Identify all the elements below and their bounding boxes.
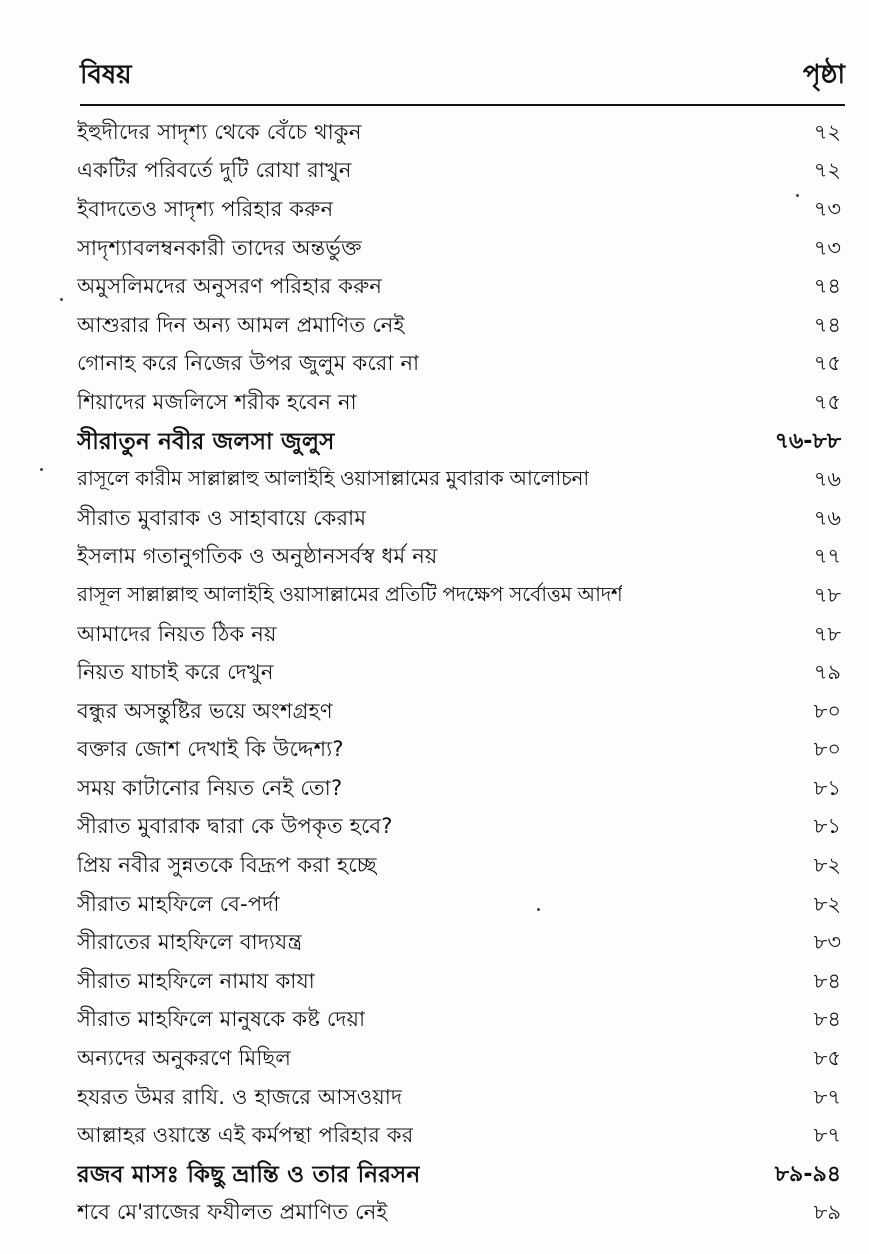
toc-entry-page-number: ৭৮ <box>813 621 841 646</box>
subject-column-heading: বিষয় <box>80 60 132 90</box>
toc-entry-row <box>77 847 841 886</box>
toc-entry-row <box>77 230 841 269</box>
toc-entry-page-number: ৮৭ <box>813 1123 841 1148</box>
toc-entry-title: ইসলাম গতানুগতিক ও অনুষ্ঠানসর্বস্ব ধর্ম নয় <box>77 544 438 569</box>
toc-entry-page-number: ৮২ <box>813 853 841 878</box>
toc-entry-title: ইহুদীদের সাদৃশ্য থেকে বেঁচে থাকুন <box>77 119 362 144</box>
toc-section-title: সীরাতুন নবীর জলসা জুলুস <box>77 428 335 455</box>
toc-entry-row <box>77 539 841 578</box>
toc-entry-title: সীরাত মাহফিলে বে-পর্দা <box>77 891 280 916</box>
toc-entry-title: শিয়াদের মজলিসে শরীক হবেন না <box>77 389 357 414</box>
toc-entry-row <box>77 770 841 809</box>
toc-entry-page-number: ৭৬ <box>813 467 841 492</box>
toc-entry-row <box>77 1195 841 1234</box>
toc-entry-row <box>77 963 841 1002</box>
scan-speck <box>60 298 63 301</box>
toc-entry-title: ইবাদতেও সাদৃশ্য পরিহার করুন <box>77 196 334 221</box>
toc-entry-page-number: ৮৫ <box>813 1046 841 1071</box>
toc-section-title: রজব মাসঃ কিছু ভ্রান্তি ও তার নিরসন <box>77 1161 421 1188</box>
toc-entry-title: বন্ধুর অসন্তুষ্টির ভয়ে অংশগ্রহণ <box>77 698 333 723</box>
toc-entry-row <box>77 500 841 539</box>
toc-entry-title: সীরাতের মাহফিলে বাদ্যযন্ত্র <box>77 930 303 955</box>
toc-entry-page-number: ৭৮ <box>813 582 841 607</box>
toc-entry-row <box>77 461 841 500</box>
toc-entry-title: সীরাত মুবারাক দ্বারা কে উপকৃত হবে? <box>77 814 393 839</box>
toc-entry-title: আল্লাহর ওয়াস্তে এই কর্মপন্থা পরিহার কর <box>77 1123 414 1148</box>
toc-entry-page-number: ৮০ <box>813 698 841 723</box>
scan-speck <box>796 194 799 197</box>
toc-section-page-range: ৭৬-৮৮ <box>774 428 841 454</box>
toc-entry-page-number: ৭২ <box>813 119 841 144</box>
toc-entry-page-number: ৮৩ <box>813 930 841 955</box>
toc-entry-page-number: ৮৪ <box>813 968 841 993</box>
toc-entry-page-number: ৮২ <box>813 891 841 916</box>
toc-entry-row <box>77 809 841 848</box>
toc-entry-row <box>77 346 841 385</box>
toc-section-row <box>77 1156 841 1195</box>
toc-entry-row <box>77 384 841 423</box>
toc-entry-title: সীরাত মুবারাক ও সাহাবায়ে কেরাম <box>77 505 367 530</box>
toc-entry-title: গোনাহ করে নিজের উপর জুলুম করো না <box>77 351 420 376</box>
toc-entry-title: হযরত উমর রাযি. ও হাজরে আসওয়াদ <box>77 1084 403 1109</box>
toc-entry-row <box>77 307 841 346</box>
toc-entry-page-number: ৮৯ <box>813 1200 841 1225</box>
toc-entry-title: সময় কাটানোর নিয়ত নেই তো? <box>77 775 343 800</box>
toc-entry-row <box>77 268 841 307</box>
toc-entry-page-number: ৭৯ <box>813 660 841 685</box>
toc-entry-page-number: ৭৭ <box>813 544 841 569</box>
toc-entry-row <box>77 1002 841 1041</box>
toc-entry-page-number: ৭৪ <box>813 274 841 299</box>
page-column-heading: পৃষ্ঠা <box>802 60 845 90</box>
toc-entry-row <box>77 1117 841 1156</box>
scan-speck <box>537 908 540 911</box>
toc-entry-title: বক্তার জোশ দেখাই কি উদ্দেশ্য? <box>77 737 344 762</box>
toc-entry-page-number: ৭৩ <box>813 196 841 221</box>
toc-entry-page-number: ৮৪ <box>813 1007 841 1032</box>
toc-entry-row <box>77 693 841 732</box>
toc-entry-title: নিয়ত যাচাই করে দেখুন <box>77 660 274 685</box>
toc-entry-title: আশুরার দিন অন্য আমল প্রমাণিত নেই <box>77 312 405 337</box>
toc-entry-title: রাসূলে কারীম সাল্লাল্লাহু আলাইহি ওয়াসাল্লামের মুবারাক আলোচনা <box>77 466 589 491</box>
toc-entry-title: অমুসলিমদের অনুসরণ পরিহার করুন <box>77 274 383 299</box>
toc-entry-row <box>77 577 841 616</box>
header-rule <box>80 104 845 106</box>
toc-entry-row <box>77 1040 841 1079</box>
toc-entry-title: প্রিয় নবীর সুন্নতকে বিদ্রূপ করা হচ্ছে <box>77 853 377 878</box>
toc-entry-page-number: ৭৬ <box>813 505 841 530</box>
toc-entry-row <box>77 114 841 153</box>
toc-entry-title: রাসূল সাল্লাল্লাহু আলাইহি ওয়াসাল্লামের প্রতিটি পদক্ষেপ সর্বোত্তম আদর্শ <box>77 581 623 606</box>
toc-section-page-range: ৮৯-৯৪ <box>774 1161 841 1187</box>
toc-entry-page-number: ৮০ <box>813 737 841 762</box>
toc-entry-row <box>77 924 841 963</box>
toc-entry-row <box>77 732 841 771</box>
toc-entry-title: একটির পরিবর্তে দুটি রোযা রাখুন <box>77 158 352 183</box>
toc-section-row <box>77 423 841 462</box>
toc-entry-page-number: ৭৫ <box>813 351 841 376</box>
toc-entry-row <box>77 654 841 693</box>
toc-entry-title: সীরাত মাহফিলে নামায কাযা <box>77 968 315 993</box>
toc-entry-row <box>77 191 841 230</box>
toc-entry-title: সীরাত মাহফিলে মানুষকে কষ্ট দেয়া <box>77 1007 366 1032</box>
toc-entry-title: আমাদের নিয়ত ঠিক নয় <box>77 621 277 646</box>
toc-entry-page-number: ৮৭ <box>813 1084 841 1109</box>
toc-entry-title: সাদৃশ্যাবলম্বনকারী তাদের অন্তর্ভুক্ত <box>77 235 362 260</box>
toc-entry-page-number: ৭৪ <box>813 312 841 337</box>
table-of-contents <box>77 114 841 1233</box>
toc-entry-title: শবে মে'রাজের ফযীলত প্রমাণিত নেই <box>77 1200 388 1225</box>
toc-entry-row <box>77 153 841 192</box>
toc-entry-page-number: ৭৫ <box>813 389 841 414</box>
toc-entry-page-number: ৭৩ <box>813 235 841 260</box>
toc-entry-row <box>77 886 841 925</box>
toc-entry-page-number: ৭২ <box>813 158 841 183</box>
toc-entry-page-number: ৮১ <box>813 775 841 800</box>
toc-entry-title: অন্যদের অনুকরণে মিছিল <box>77 1046 292 1071</box>
toc-entry-row <box>77 616 841 655</box>
toc-header <box>80 58 845 102</box>
toc-entry-page-number: ৮১ <box>813 814 841 839</box>
toc-entry-row <box>77 1079 841 1118</box>
scan-speck <box>40 468 43 471</box>
